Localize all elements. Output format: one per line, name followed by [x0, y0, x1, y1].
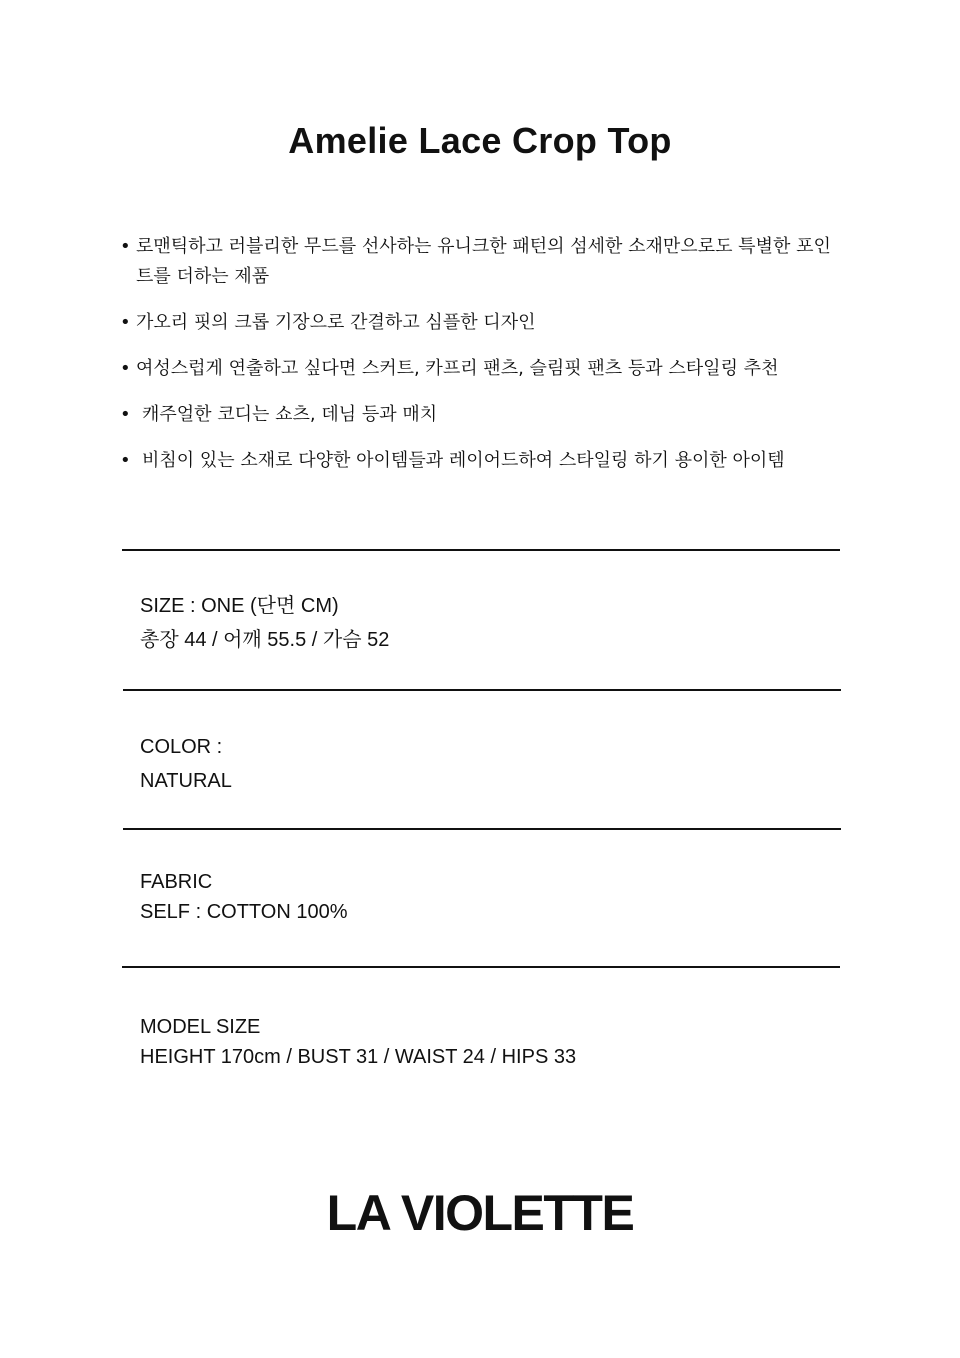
- fabric-section: [140, 867, 347, 927]
- model-size-value: HEIGHT 170cm / BUST 31 / WAIST 24 / HIPS 33: [140, 1046, 577, 1068]
- divider: [123, 828, 841, 830]
- feature-item: • 캐주얼한 코디는 쇼츠, 데님 등과 매치: [120, 400, 840, 430]
- size-section: [140, 591, 389, 655]
- divider: [123, 689, 841, 691]
- product-title: Amelie Lace Crop Top: [288, 120, 672, 161]
- feature-item: • 여성스럽게 연출하고 싶다면 스커트, 카프리 팬츠, 슬림핏 팬츠 등과 스타일링 추천: [120, 354, 840, 384]
- size-measurements: 총장 44 / 어깨 55.5 / 가슴 52: [140, 629, 390, 651]
- feature-item: • 로맨틱하고 러블리한 무드를 선사하는 유니크한 패턴의 섬세한 소재만으로도 특별한 포인트를 더하는 제품: [120, 232, 840, 292]
- model-size-section: [140, 1012, 576, 1072]
- fabric-value: SELF : COTTON 100%: [140, 901, 348, 923]
- color-label: COLOR :: [140, 736, 223, 758]
- fabric-label: FABRIC: [140, 871, 213, 893]
- feature-list: [120, 232, 840, 492]
- model-size-label: MODEL SIZE: [140, 1016, 261, 1038]
- feature-item: • 비침이 있는 소재로 다양한 아이템들과 레이어드하여 스타일링 하기 용이한 아이템: [120, 446, 840, 476]
- brand-logo: LA VIOLETTE: [326, 1185, 634, 1241]
- color-value: NATURAL: [140, 770, 232, 792]
- size-label: SIZE : ONE (단면 CM): [140, 595, 339, 617]
- feature-item: • 가오리 핏의 크롭 기장으로 간결하고 심플한 디자인: [120, 308, 840, 338]
- divider: [122, 549, 840, 551]
- color-section: [140, 732, 232, 796]
- divider: [122, 966, 840, 968]
